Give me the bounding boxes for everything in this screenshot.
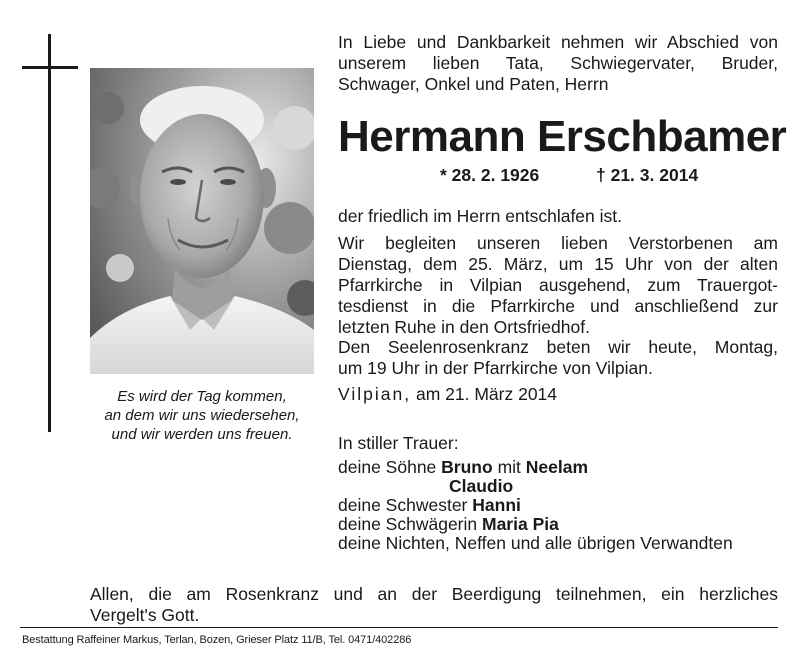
funeral-line: Pfarrkirche in Vilpian ausgehend, zum Trauergot- <box>338 275 778 295</box>
intro-line: In Liebe und Dankbarkeit nehmen wir Abschied von <box>338 32 778 52</box>
sister-name: Hanni <box>472 495 521 515</box>
mourner-sister <box>338 496 788 515</box>
place: Vilpian, <box>338 384 412 404</box>
date: am 21. März 2014 <box>415 384 558 404</box>
death-date: † 21. 3. 2014 <box>596 165 699 185</box>
cross-icon-vertical <box>48 34 51 432</box>
sons-label: deine Söhne <box>338 457 437 477</box>
intro-line: Schwager, Onkel und Paten, Herrn <box>338 74 609 94</box>
mourners <box>338 434 788 553</box>
rosary-line: um 19 Uhr in der Pfarrkirche von Vilpian. <box>338 358 653 378</box>
intro-line: unserem lieben Tata, Schwiegervater, Bruder, <box>338 53 778 73</box>
sister-in-law-label: deine Schwägerin <box>338 514 478 534</box>
mourning-heading: In stiller Trauer: <box>338 433 459 453</box>
thanks-text <box>90 584 778 626</box>
mourner-sons <box>338 458 788 477</box>
mourner-others: deine Nichten, Neffen und alle übrigen Verwandten <box>338 533 733 553</box>
funeral-line: Dienstag, dem 25. März, um 15 Uhr von der alten <box>338 254 778 274</box>
place-date <box>338 384 557 405</box>
sister-in-law-name: Maria Pia <box>482 514 559 534</box>
funeral-line: Wir begleiten unseren lieben Verstorbenen am <box>338 233 778 253</box>
partner-name: Neelam <box>525 457 589 477</box>
deceased-name: Hermann Erschbamer <box>338 112 787 161</box>
quote-line: und wir werden uns freuen. <box>111 426 293 443</box>
portrait-photo <box>90 68 314 374</box>
thanks-line: Allen, die am Rosenkranz und an der Beerdigung teilnehmen, ein herzliches <box>90 584 778 604</box>
passed-text: der friedlich im Herrn entschlafen ist. <box>338 206 622 226</box>
intro-text <box>338 32 778 95</box>
rosary-text <box>338 337 778 379</box>
with-word: mit <box>497 457 521 477</box>
rosary-line: Den Seelenrosenkranz beten wir heute, Montag, <box>338 337 778 357</box>
sister-label: deine Schwester <box>338 495 468 515</box>
cross-icon-horizontal <box>22 66 78 69</box>
son-name-2: Claudio <box>449 476 514 496</box>
quote-line: Es wird der Tag kommen, <box>117 388 287 405</box>
son-name: Bruno <box>441 457 493 477</box>
quote-line: an dem wir uns wiedersehen, <box>104 407 300 424</box>
mourner-sister-in-law <box>338 515 788 534</box>
funeral-text <box>338 233 778 338</box>
thanks-line: Vergelt's Gott. <box>90 605 200 625</box>
footer-divider <box>20 627 778 628</box>
funeral-line: tesdienst in die Pfarrkirche und anschließend zur <box>338 296 778 316</box>
birth-date: * 28. 2. 1926 <box>440 165 540 185</box>
memorial-quote <box>90 387 314 444</box>
funeral-line: letzten Ruhe in den Ortsfriedhof. <box>338 317 590 337</box>
funeral-home-footer: Bestattung Raffeiner Markus, Terlan, Bozen, Grieser Platz 11/B, Tel. 0471/402286 <box>22 634 412 646</box>
